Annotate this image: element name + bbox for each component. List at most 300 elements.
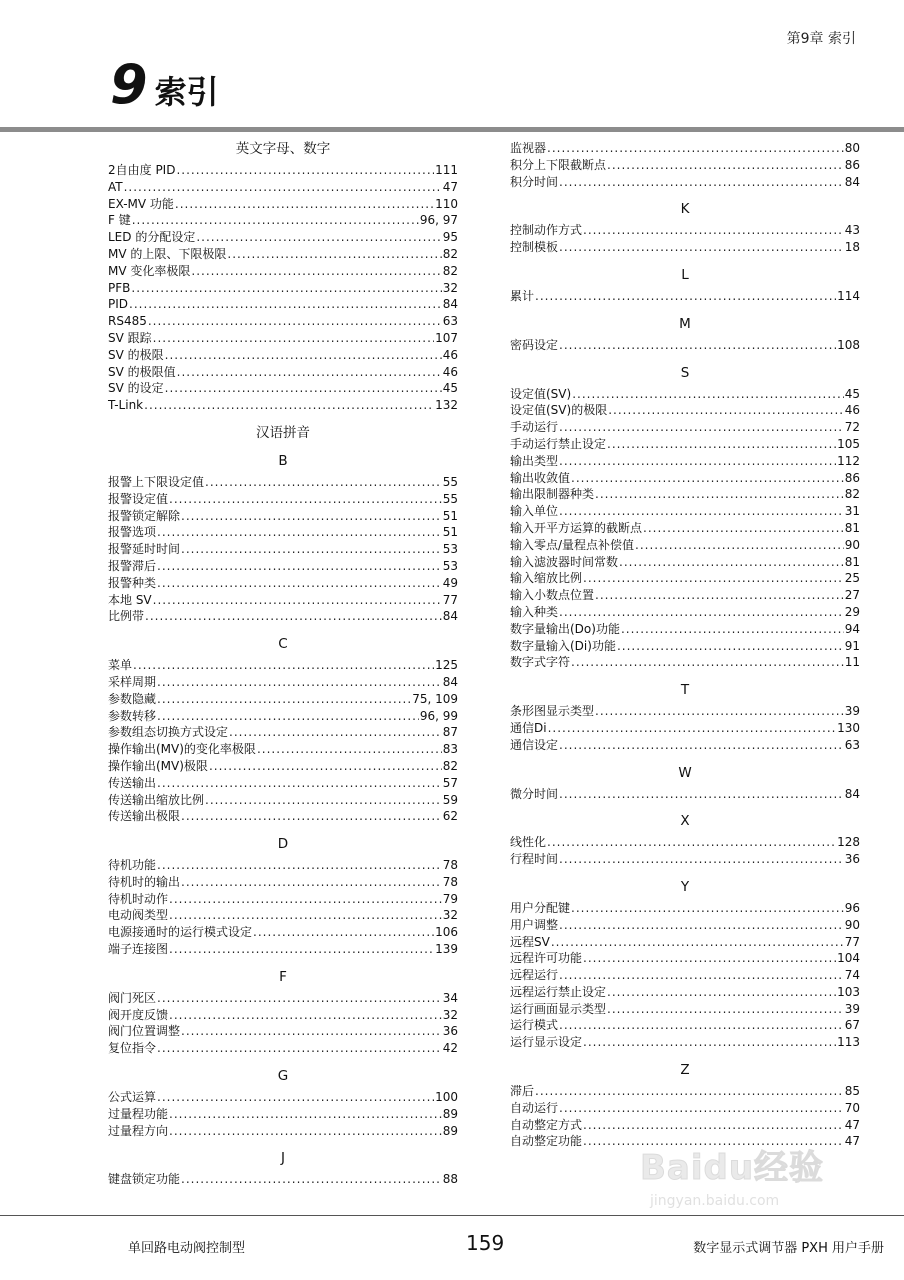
index-entry: [108, 1040, 458, 1057]
entry-page: 105: [837, 436, 860, 451]
index-entry: [510, 453, 860, 470]
dot-leader: [548, 720, 837, 737]
index-section: [510, 812, 860, 868]
entry-page: 84: [844, 174, 860, 189]
entry-term: 参数转移: [108, 708, 157, 723]
chapter-title: [110, 53, 219, 116]
entry-page: 47: [442, 179, 458, 194]
entry-term: 远程SV: [510, 934, 550, 949]
section-heading: L: [681, 266, 689, 283]
entry-page: 53: [442, 542, 458, 557]
entry-page: 63: [844, 737, 860, 752]
dot-leader: [165, 347, 442, 364]
index-entry: [510, 520, 860, 537]
entry-term: 累计: [510, 288, 535, 303]
index-entry: [510, 703, 860, 720]
dot-leader: [131, 280, 441, 297]
entry-term: 采样周期: [108, 674, 157, 689]
dot-leader: [169, 1007, 442, 1024]
entry-page: 94: [844, 621, 860, 636]
entry-term: 传送输出极限: [108, 809, 181, 824]
dot-leader: [535, 1083, 844, 1100]
entry-page: 82: [844, 487, 860, 502]
entry-term: 手动运行: [510, 420, 559, 435]
entry-term: SV 的极限值: [108, 364, 176, 379]
dot-leader: [157, 524, 442, 541]
index-entry: [108, 347, 458, 364]
index-entry: [510, 604, 860, 621]
index-section: [108, 140, 458, 414]
dot-leader: [169, 1123, 442, 1140]
entry-page: 67: [844, 1018, 860, 1033]
index-entry: [108, 330, 458, 347]
entry-page: 96, 97: [419, 213, 458, 228]
dot-leader: [559, 604, 844, 621]
section-heading: K: [680, 201, 690, 218]
index-entry: [108, 524, 458, 541]
entry-term: 线性化: [510, 835, 547, 850]
dot-leader: [209, 758, 442, 775]
index-entry: [510, 470, 860, 487]
index-entry: [510, 1034, 860, 1051]
dot-leader: [571, 654, 844, 671]
entry-term: 报警选项: [108, 525, 157, 540]
entry-page: 108: [837, 337, 860, 352]
entry-term: 积分时间: [510, 174, 559, 189]
entry-page: 112: [837, 453, 860, 468]
entry-page: 43: [844, 223, 860, 238]
entry-term: LED 的分配设定: [108, 230, 196, 245]
entry-page: 77: [844, 934, 860, 949]
dot-leader: [205, 474, 442, 491]
entry-page: 32: [442, 280, 458, 295]
dot-leader: [559, 239, 844, 256]
entry-term: 报警滞后: [108, 558, 157, 573]
chapter-number: 9: [110, 53, 147, 116]
index-section: [510, 681, 860, 753]
entry-term: 报警设定值: [108, 491, 169, 506]
dot-leader: [559, 1100, 844, 1117]
dot-leader: [181, 1171, 442, 1188]
entry-term: T-Link: [108, 398, 144, 413]
entry-term: 报警延时时间: [108, 542, 181, 557]
entry-term: 输入缩放比例: [510, 571, 583, 586]
entry-page: 51: [442, 525, 458, 540]
entry-page: 36: [442, 1024, 458, 1039]
entry-page: 125: [435, 658, 458, 673]
entry-term: PFB: [108, 280, 131, 295]
entry-term: 运行模式: [510, 1018, 559, 1033]
index-entry: [108, 196, 458, 213]
entry-term: 输入小数点位置: [510, 588, 595, 603]
index-entry: [510, 984, 860, 1001]
index-column-left: [108, 140, 458, 1198]
entry-page: 32: [442, 908, 458, 923]
dot-leader: [583, 950, 836, 967]
entry-page: 100: [435, 1090, 458, 1105]
entry-page: 49: [442, 575, 458, 590]
entry-term: 远程许可功能: [510, 951, 583, 966]
entry-term: 积分上下限截断点: [510, 157, 607, 172]
entry-term: 传送输出缩放比例: [108, 792, 205, 807]
entry-term: 本地 SV: [108, 592, 152, 607]
index-entry: [108, 541, 458, 558]
entry-term: 键盘锁定功能: [108, 1172, 181, 1187]
entry-term: 控制模板: [510, 240, 559, 255]
dot-leader: [157, 674, 442, 691]
dot-leader: [595, 587, 844, 604]
index-section: [510, 140, 860, 190]
entry-term: 运行画面显示类型: [510, 1001, 607, 1016]
index-section: [510, 200, 860, 256]
entry-term: 阀开度反馈: [108, 1007, 169, 1022]
entry-page: 53: [442, 558, 458, 573]
entry-term: 传送输出: [108, 775, 157, 790]
entry-page: 46: [442, 347, 458, 362]
index-section: [108, 835, 458, 958]
index-entry: [510, 967, 860, 984]
index-entry: [510, 638, 860, 655]
index-entry: [108, 1123, 458, 1140]
index-entry: [108, 263, 458, 280]
dot-leader: [165, 380, 442, 397]
dot-leader: [169, 891, 442, 908]
entry-term: 控制动作方式: [510, 223, 583, 238]
entry-page: 88: [442, 1172, 458, 1187]
dot-leader: [153, 330, 434, 347]
dot-leader: [191, 263, 441, 280]
dot-leader: [124, 179, 442, 196]
entry-page: 139: [435, 942, 458, 957]
dot-leader: [257, 741, 442, 758]
entry-page: 55: [442, 491, 458, 506]
index-entry: [510, 157, 860, 174]
running-head: 第9章 索引: [786, 31, 856, 47]
entry-page: 63: [442, 314, 458, 329]
entry-page: 39: [844, 704, 860, 719]
entry-page: 57: [442, 775, 458, 790]
entry-page: 84: [844, 786, 860, 801]
index-entry: [510, 1117, 860, 1134]
index-entry: [510, 436, 860, 453]
entry-term: 远程运行: [510, 968, 559, 983]
index-section: [108, 1067, 458, 1139]
dot-leader: [177, 364, 442, 381]
dot-leader: [229, 724, 442, 741]
entry-term: 输出限制器种类: [510, 487, 595, 502]
index-entry: [108, 280, 458, 297]
section-heading: Z: [680, 1062, 690, 1079]
dot-leader: [559, 503, 844, 520]
index-entry: [108, 891, 458, 908]
index-entry: [108, 1171, 458, 1188]
entry-term: 参数组态切换方式设定: [108, 725, 229, 740]
footer-divider: [0, 1215, 904, 1216]
index-entry: [510, 851, 860, 868]
dot-leader: [157, 691, 411, 708]
entry-term: 设定值(SV): [510, 386, 572, 401]
section-heading: F: [279, 968, 287, 985]
dot-leader: [583, 1133, 844, 1150]
section-heading: M: [679, 315, 691, 332]
dot-leader: [635, 537, 844, 554]
dot-leader: [144, 397, 434, 414]
dot-leader: [132, 212, 419, 229]
dot-leader: [148, 313, 442, 330]
entry-page: 87: [442, 725, 458, 740]
dot-leader: [153, 592, 442, 609]
dot-leader: [559, 174, 844, 191]
index-entry: [510, 174, 860, 191]
chapter-name: 索引: [154, 73, 219, 111]
index-entry: [108, 990, 458, 1007]
entry-term: 手动运行禁止设定: [510, 436, 607, 451]
dot-leader: [169, 491, 442, 508]
entry-term: 待机时动作: [108, 891, 169, 906]
index-entry: [108, 246, 458, 263]
entry-term: AT: [108, 179, 123, 194]
index-entry: [108, 724, 458, 741]
entry-page: 31: [844, 504, 860, 519]
entry-term: 通信设定: [510, 737, 559, 752]
index-entry: [510, 621, 860, 638]
index-entry: [108, 741, 458, 758]
entry-page: 80: [844, 141, 860, 155]
entry-term: 端子连接图: [108, 942, 169, 957]
index-entry: [108, 674, 458, 691]
dot-leader: [157, 708, 419, 725]
index-entry: [108, 592, 458, 609]
dot-leader: [559, 419, 844, 436]
entry-term: PID: [108, 297, 129, 312]
index-entry: [108, 558, 458, 575]
index-entry: [108, 296, 458, 313]
entry-term: 菜单: [108, 658, 133, 673]
index-entry: [510, 1083, 860, 1100]
dot-leader: [547, 834, 836, 851]
watermark-logo: Baidu经验: [640, 1148, 825, 1188]
entry-term: F 键: [108, 213, 131, 228]
index-column-right: [510, 140, 860, 1160]
entry-page: 62: [442, 809, 458, 824]
entry-term: 参数隐藏: [108, 691, 157, 706]
dot-leader: [551, 934, 844, 951]
entry-term: 电动阀类型: [108, 908, 169, 923]
index-entry: [510, 486, 860, 503]
index-section: [108, 635, 458, 825]
section-heading: Y: [680, 878, 690, 895]
index-section: [108, 1149, 458, 1188]
entry-term: 待机功能: [108, 858, 157, 873]
entry-page: 70: [844, 1100, 860, 1115]
dot-leader: [253, 924, 434, 941]
dot-leader: [157, 775, 442, 792]
entry-page: 75, 109: [412, 691, 458, 706]
entry-page: 55: [442, 474, 458, 489]
index-entry: [510, 419, 860, 436]
index-entry: [108, 491, 458, 508]
entry-page: 107: [435, 330, 458, 345]
dot-leader: [583, 1117, 844, 1134]
index-entry: [510, 587, 860, 604]
index-entry: [108, 474, 458, 491]
entry-page: 84: [442, 297, 458, 312]
index-entry: [108, 364, 458, 381]
entry-page: 84: [442, 609, 458, 624]
entry-page: 39: [844, 1001, 860, 1016]
entry-term: 复位指令: [108, 1041, 157, 1056]
dot-leader: [559, 1017, 844, 1034]
entry-page: 82: [442, 758, 458, 773]
section-heading: 汉语拼音: [256, 424, 310, 441]
dot-leader: [583, 222, 844, 239]
entry-term: 输入滤波器时间常数: [510, 554, 619, 569]
entry-page: 51: [442, 508, 458, 523]
index-entry: [108, 380, 458, 397]
entry-page: 27: [844, 588, 860, 603]
footer-left-text: 单回路电动阀控制型: [128, 1241, 246, 1256]
index-entry: [510, 337, 860, 354]
entry-term: SV 的设定: [108, 381, 164, 396]
dot-leader: [181, 541, 442, 558]
entry-page: 104: [837, 951, 860, 966]
index-entry: [108, 229, 458, 246]
footer-page-number: 159: [466, 1231, 505, 1255]
index-section: [510, 266, 860, 305]
entry-term: 报警锁定解除: [108, 508, 181, 523]
dot-leader: [643, 520, 844, 537]
entry-term: RS485: [108, 314, 147, 329]
entry-term: 微分时间: [510, 786, 559, 801]
dot-leader: [145, 608, 442, 625]
section-heading: W: [678, 764, 692, 781]
dot-leader: [157, 558, 442, 575]
dot-leader: [571, 900, 844, 917]
entry-term: 滞后: [510, 1084, 535, 1099]
index-entry: [510, 950, 860, 967]
entry-page: 74: [844, 968, 860, 983]
entry-page: 47: [844, 1117, 860, 1132]
dot-leader: [583, 1034, 836, 1051]
index-entry: [510, 1001, 860, 1018]
entry-page: 11: [844, 655, 860, 670]
index-entry: [510, 917, 860, 934]
index-entry: [510, 934, 860, 951]
entry-page: 78: [442, 858, 458, 873]
entry-page: 128: [837, 835, 860, 850]
dot-leader: [535, 288, 836, 305]
entry-term: 输入种类: [510, 604, 559, 619]
dot-leader: [181, 874, 442, 891]
index-section: [510, 364, 860, 672]
entry-term: 行程时间: [510, 852, 559, 867]
dot-leader: [181, 808, 442, 825]
index-entry: [108, 775, 458, 792]
entry-term: 远程运行禁止设定: [510, 984, 607, 999]
dot-leader: [608, 402, 844, 419]
index-section: [510, 1061, 860, 1150]
footer-right-text: 数字显示式调节器 PXH 用户手册: [693, 1241, 884, 1256]
entry-term: 设定值(SV)的极限: [510, 403, 608, 418]
index-section: [510, 764, 860, 803]
entry-page: 46: [442, 364, 458, 379]
entry-page: 32: [442, 1007, 458, 1022]
entry-term: 输出收敛值: [510, 470, 571, 485]
section-heading: T: [680, 682, 690, 699]
entry-page: 95: [442, 230, 458, 245]
dot-leader: [169, 1106, 442, 1123]
index-entry: [108, 508, 458, 525]
section-heading: C: [278, 636, 288, 653]
index-entry: [108, 1106, 458, 1123]
index-entry: [108, 907, 458, 924]
dot-leader: [196, 229, 441, 246]
entry-page: 72: [844, 420, 860, 435]
index-entry: [510, 402, 860, 419]
section-heading: S: [680, 364, 690, 381]
entry-term: 自动运行: [510, 1100, 559, 1115]
index-entry: [510, 1133, 860, 1150]
index-entry: [108, 808, 458, 825]
entry-page: 113: [837, 1035, 860, 1050]
dot-leader: [133, 657, 434, 674]
entry-page: 34: [442, 990, 458, 1005]
entry-term: 用户分配键: [510, 900, 571, 915]
dot-leader: [175, 196, 434, 213]
entry-page: 89: [442, 1106, 458, 1121]
dot-leader: [205, 792, 442, 809]
dot-leader: [621, 621, 844, 638]
index-entry: [510, 503, 860, 520]
index-entry: [108, 758, 458, 775]
index-entry: [510, 239, 860, 256]
index-entry: [510, 720, 860, 737]
index-entry: [108, 608, 458, 625]
entry-term: 输入单位: [510, 504, 559, 519]
index-entry: [108, 397, 458, 414]
entry-term: 操作输出(MV)的变化率极限: [108, 742, 256, 757]
entry-page: 90: [844, 537, 860, 552]
dot-leader: [181, 508, 442, 525]
index-entry: [108, 575, 458, 592]
entry-page: 85: [844, 1084, 860, 1099]
dot-leader: [571, 470, 844, 487]
dot-leader: [619, 554, 844, 571]
index-entry: [108, 162, 458, 179]
watermark-url: jingyan.baidu.com: [650, 1193, 780, 1209]
index-entry: [510, 288, 860, 305]
index-entry: [510, 1100, 860, 1117]
entry-page: 84: [442, 674, 458, 689]
entry-page: 130: [837, 720, 860, 735]
entry-term: 操作输出(MV)极限: [108, 758, 208, 773]
entry-term: 密码设定: [510, 337, 559, 352]
entry-term: 运行显示设定: [510, 1035, 583, 1050]
entry-page: 45: [442, 381, 458, 396]
entry-page: 114: [837, 288, 860, 303]
dot-leader: [157, 857, 442, 874]
dot-leader: [572, 386, 844, 403]
dot-leader: [157, 1040, 442, 1057]
entry-page: 132: [435, 398, 458, 413]
index-entry: [108, 179, 458, 196]
index-entry: [108, 1089, 458, 1106]
entry-term: 数字式字符: [510, 655, 571, 670]
entry-page: 90: [844, 917, 860, 932]
index-entry: [510, 570, 860, 587]
index-entry: [510, 537, 860, 554]
index-entry: [510, 834, 860, 851]
